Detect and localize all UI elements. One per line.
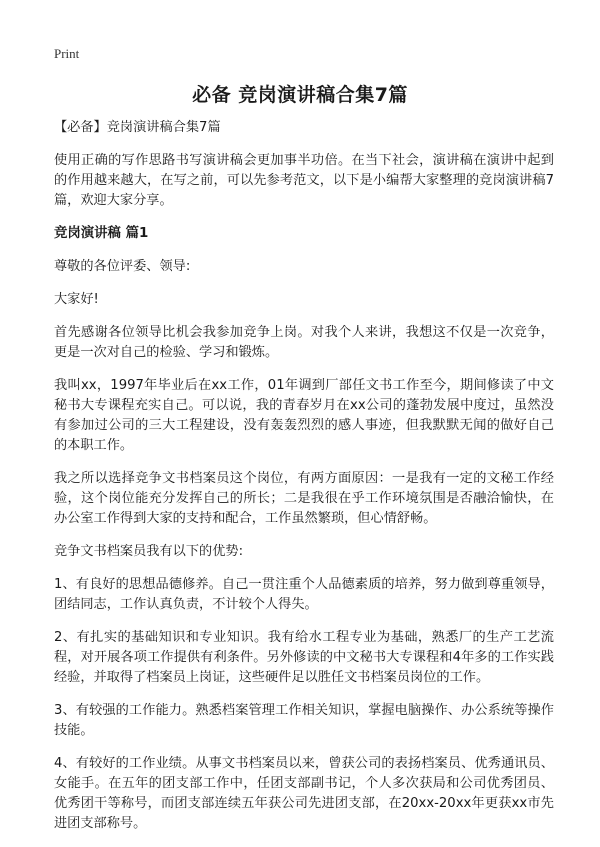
- list-item-paragraph: 1、有良好的思想品德修养。自己一贯注重个人品德素质的培养，努力做到尊重领导，团结同志，工作认真负责，不计较个人得失。: [54, 577, 554, 612]
- intro-paragraph: 使用正确的写作思路书写演讲稿会更加事半功倍。在当下社会，演讲稿在演讲中起到的作用越来越大，在写之前，可以先参考范文，以下是小编帮大家整理的竞岗演讲稿7篇，欢迎大家分享。: [54, 153, 554, 208]
- print-label: Print: [54, 46, 80, 61]
- list-item-paragraph: 2、有扎实的基础知识和专业知识。我有给水工程专业为基础，熟悉厂的生产工艺流程，对开展各项工作提供有利条件。另外修读的中文秘书大专课程和4年多的工作实践经验，并取得了档案员上岗证，这些硬件足以胜任文书档案员岗位的工作。: [54, 630, 554, 685]
- section-heading: 竞岗演讲稿 篇1: [54, 226, 149, 241]
- body-paragraph: 我叫xx，1997年毕业后在xx工作，01年调到厂部任文书工作至今，期间修读了中文秘书大专课程充实自己。可以说，我的青春岁月在xx公司的蓬勃发展中度过，虽然没有参加过公司的三大工程建设，没有轰轰烈烈的感人事迹，但我默默无闻的做好自己的本职工作。: [54, 378, 554, 453]
- salutation-paragraph: 尊敬的各位评委、领导:: [54, 259, 191, 274]
- body-paragraph: 竞争文书档案员我有以下的优势:: [54, 544, 244, 559]
- greeting-paragraph: 大家好!: [54, 292, 99, 307]
- body-paragraph: 首先感谢各位领导比机会我参加竞争上岗。对我个人来讲，我想这不仅是一次竞争，更是一次对自己的检验、学习和锻炼。: [54, 325, 554, 360]
- list-item-paragraph: 3、有较强的工作能力。熟悉档案管理工作相关知识，掌握电脑操作、办公系统等操作技能。: [54, 703, 554, 738]
- document-body: [54, 118, 554, 847]
- page-title: 必备 竞岗演讲稿合集7篇: [192, 84, 408, 106]
- body-paragraph: 我之所以选择竞争文书档案员这个岗位，有两方面原因：一是我有一定的文秘工作经验，这个岗位能充分发挥自己的所长；二是我很在乎工作环境氛围是否融洽愉快，在办公室工作得到大家的支持和配合，工作虽然繁琐，但心情舒畅。: [54, 471, 554, 526]
- document-subtitle: 【必备】竞岗演讲稿合集7篇: [54, 120, 221, 135]
- list-item-paragraph: 4、有较好的工作业绩。从事文书档案员以来，曾获公司的表扬档案员、优秀通讯员、女能手。在五年的团支部工作中，任团支部副书记，个人多次获局和公司优秀团员、优秀团干等称号，而团支部连续五年获公司先进团支部，在20xx-20xx年更获xx市先进团支部称号。: [54, 756, 554, 831]
